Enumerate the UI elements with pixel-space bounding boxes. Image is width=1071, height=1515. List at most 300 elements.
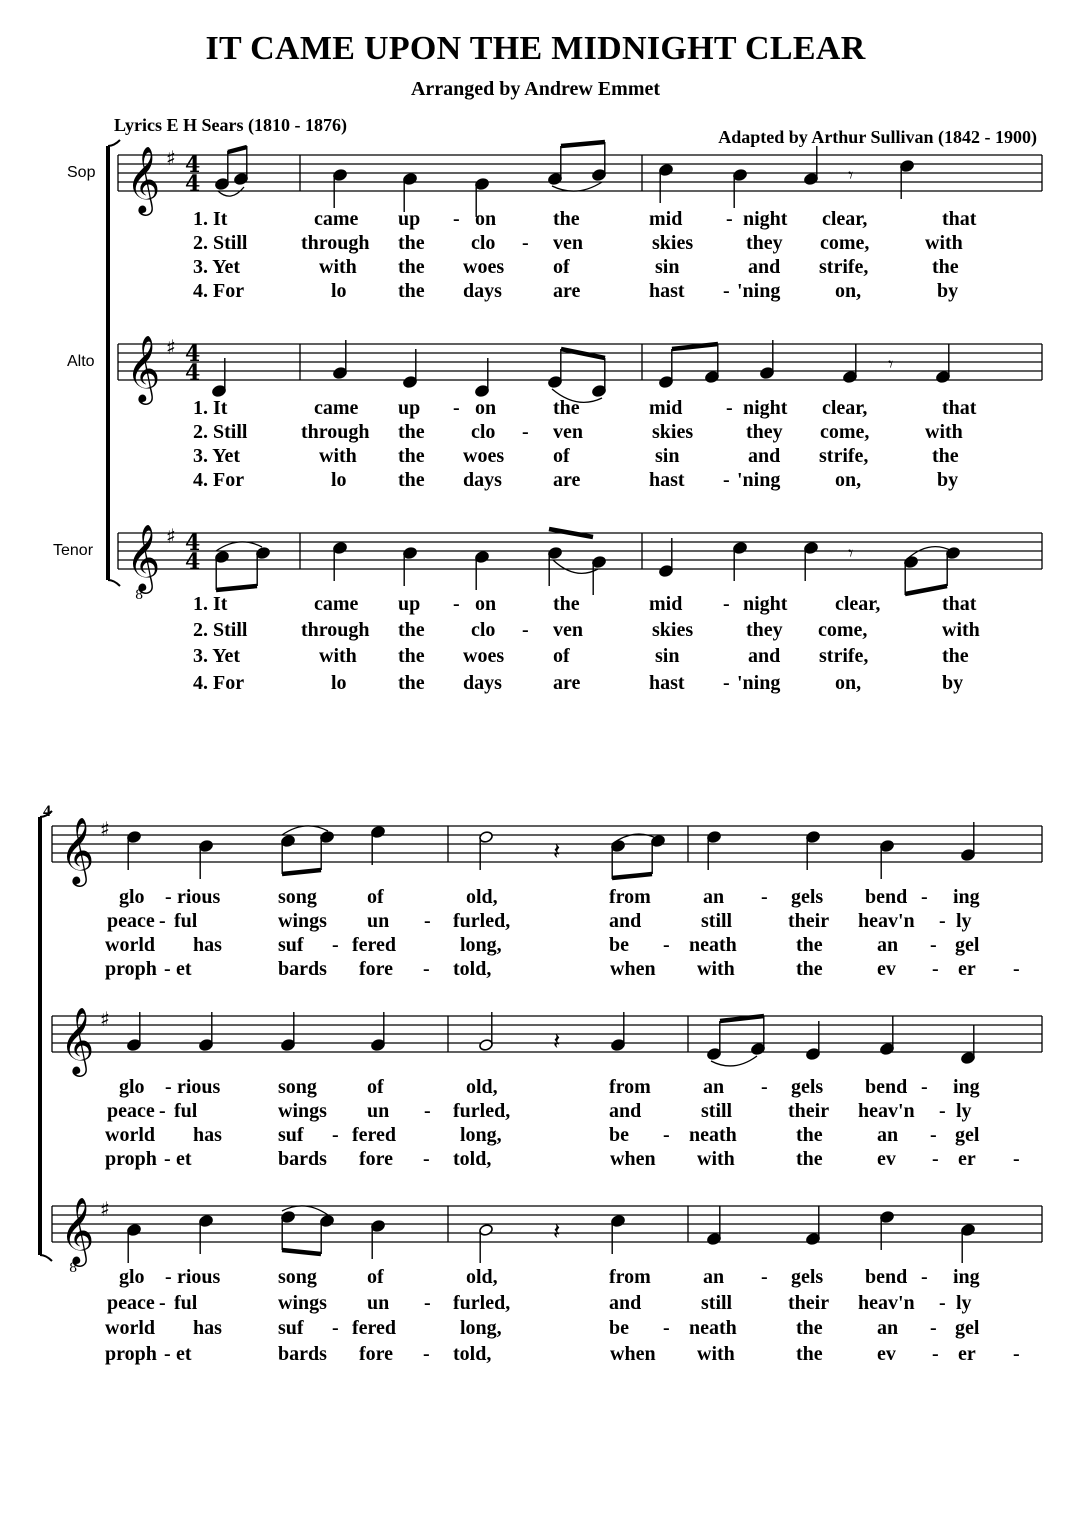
slur xyxy=(282,826,328,835)
lyric-syllable: - xyxy=(921,1266,928,1288)
lyric-syllable: 3. Yet xyxy=(193,256,241,278)
lyric-syllable: wings xyxy=(278,1100,327,1122)
lyric-syllable: lo xyxy=(331,672,347,694)
lyric-syllable: suf xyxy=(278,1124,304,1146)
lyric-syllable: - xyxy=(522,421,529,443)
lyric-syllable: proph xyxy=(105,1148,157,1170)
lyric-syllable: clo xyxy=(471,619,496,641)
lyric-syllable: - xyxy=(165,1076,172,1098)
lyric-syllable: mid xyxy=(649,208,683,230)
lyric-syllable: they xyxy=(746,619,783,641)
lyric-syllable: old, xyxy=(466,886,498,908)
note-beam xyxy=(672,344,718,349)
lyric-syllable: - xyxy=(165,886,172,908)
slur xyxy=(553,560,598,573)
lyric-syllable: 2. Still xyxy=(193,232,248,254)
lyric-syllable: skies xyxy=(652,421,694,443)
lyric-syllable: woes xyxy=(463,645,505,667)
lyric-syllable: ful xyxy=(174,1292,198,1314)
lyric-syllable: of xyxy=(367,886,384,908)
lyric-syllable: fered xyxy=(352,1124,397,1146)
lyric-syllable: - xyxy=(761,1076,768,1098)
lyric-syllable: - xyxy=(663,1124,670,1146)
lyric-syllable: on, xyxy=(835,672,862,694)
lyric-syllable: fore xyxy=(359,1343,394,1365)
lyric-syllable: gel xyxy=(955,1124,980,1146)
time-signature-denominator: 4 xyxy=(185,171,201,197)
lyric-syllable: world xyxy=(105,1317,155,1339)
time-signature-denominator: 4 xyxy=(185,360,201,386)
lyric-syllable: be xyxy=(609,934,629,956)
lyric-syllable: hast xyxy=(649,280,685,302)
lyric-syllable: from xyxy=(609,886,651,908)
lyric-syllable: furled, xyxy=(453,1292,511,1314)
lyric-syllable: come, xyxy=(820,421,870,443)
lyric-syllable: with xyxy=(942,619,980,641)
lyric-syllable: up xyxy=(398,208,421,230)
lyric-syllable: told, xyxy=(453,1343,492,1365)
lyric-syllable: gel xyxy=(955,934,980,956)
lyric-syllable: and xyxy=(748,445,781,467)
lyric-syllable: er xyxy=(958,958,976,980)
lyric-syllable: furled, xyxy=(453,1100,511,1122)
lyric-syllable: world xyxy=(105,934,155,956)
lyric-syllable: lo xyxy=(331,280,347,302)
treble-clef: 𝄞 xyxy=(126,145,161,213)
lyric-syllable: night xyxy=(743,593,788,615)
lyric-syllable: - xyxy=(932,1148,939,1170)
lyric-syllable: ing xyxy=(953,886,980,908)
treble-clef: 𝄞 xyxy=(60,816,95,884)
lyric-syllable: song xyxy=(278,1266,317,1288)
lyric-syllable: - xyxy=(723,280,730,302)
lyric-syllable: 2. Still xyxy=(193,619,248,641)
lyric-syllable: bards xyxy=(278,1148,327,1170)
lyric-syllable: 'ning xyxy=(737,469,781,491)
note-beam xyxy=(216,586,257,590)
lyric-syllable: the xyxy=(398,421,425,443)
lyric-syllable: days xyxy=(463,280,502,302)
lyric-syllable: - xyxy=(930,934,937,956)
lyric-syllable: ev xyxy=(877,958,896,980)
lyric-syllable: by xyxy=(942,672,964,694)
lyric-syllable: ing xyxy=(953,1266,980,1288)
eighth-rest: 𝄾 xyxy=(888,352,894,376)
lyric-syllable: told, xyxy=(453,1148,492,1170)
lyric-syllable: gels xyxy=(791,1076,824,1098)
lyric-syllable: up xyxy=(398,593,421,615)
lyric-syllable: - xyxy=(165,1266,172,1288)
lyric-syllable: strife, xyxy=(819,256,869,278)
lyric-syllable: - xyxy=(424,1292,431,1314)
lyric-syllable: - xyxy=(164,1343,171,1365)
lyric-syllable: that xyxy=(942,208,977,230)
lyric-syllable: the xyxy=(796,934,823,956)
lyric-syllable: et xyxy=(176,958,192,980)
lyric-syllable: ly xyxy=(956,1100,972,1122)
lyric-syllable: the xyxy=(398,672,425,694)
lyric-syllable: un xyxy=(367,1292,390,1314)
lyric-syllable: ven xyxy=(553,619,583,641)
lyric-syllable: gels xyxy=(791,1266,824,1288)
lyric-syllable: the xyxy=(942,645,969,667)
lyric-syllable: - xyxy=(522,619,529,641)
note-beam xyxy=(905,586,947,594)
lyric-syllable: rious xyxy=(177,886,221,908)
lyric-syllable: their xyxy=(788,1292,830,1314)
lyric-syllable: 4. For xyxy=(193,672,245,694)
lyric-syllable: come, xyxy=(818,619,868,641)
lyric-syllable: the xyxy=(553,208,580,230)
lyric-syllable: of xyxy=(553,256,570,278)
lyric-syllable: that xyxy=(942,397,977,419)
lyric-syllable: wings xyxy=(278,1292,327,1314)
lyric-syllable: et xyxy=(176,1148,192,1170)
lyric-syllable: - xyxy=(932,1343,939,1365)
quarter-rest: 𝄽 xyxy=(553,837,561,865)
lyric-syllable: - xyxy=(453,593,460,615)
note-beam xyxy=(612,874,652,878)
lyric-syllable: has xyxy=(193,1317,222,1339)
lyric-syllable: neath xyxy=(689,934,737,956)
lyric-syllable: world xyxy=(105,1124,155,1146)
treble-clef: 𝄞 xyxy=(126,334,161,402)
treble-clef: 𝄞 xyxy=(126,523,161,591)
lyric-syllable: through xyxy=(301,421,370,443)
lyric-syllable: peace xyxy=(107,910,155,932)
lyric-syllable: bend xyxy=(865,1266,908,1288)
lyric-syllable: hast xyxy=(649,469,685,491)
lyric-syllable: fered xyxy=(352,934,397,956)
lyric-syllable: strife, xyxy=(819,645,869,667)
lyric-syllable: - xyxy=(423,1148,430,1170)
lyric-syllable: glo xyxy=(119,886,145,908)
note-beam xyxy=(282,1250,321,1254)
lyric-syllable: proph xyxy=(105,1343,157,1365)
lyric-syllable: the xyxy=(932,256,959,278)
lyric-syllable: and xyxy=(609,910,642,932)
lyric-syllable: - xyxy=(723,672,730,694)
lyric-syllable: - xyxy=(930,1317,937,1339)
lyric-syllable: - xyxy=(332,1124,339,1146)
lyric-syllable: mid xyxy=(649,397,683,419)
lyric-syllable: the xyxy=(398,445,425,467)
lyric-syllable: 2. Still xyxy=(193,421,248,443)
lyric-syllable: the xyxy=(796,1148,823,1170)
lyric-syllable: through xyxy=(301,232,370,254)
lyric-syllable: the xyxy=(553,397,580,419)
lyric-syllable: 3. Yet xyxy=(193,645,241,667)
lyric-syllable: came xyxy=(314,593,359,615)
lyric-syllable: be xyxy=(609,1124,629,1146)
lyric-syllable: ful xyxy=(174,910,198,932)
lyric-syllable: an xyxy=(877,934,899,956)
lyric-syllable: ven xyxy=(553,421,583,443)
lyric-syllable: the xyxy=(398,619,425,641)
lyric-syllable: woes xyxy=(463,445,505,467)
lyric-syllable: woes xyxy=(463,256,505,278)
tenor-octave-marker: 8 xyxy=(135,588,144,603)
lyric-syllable: heav'n xyxy=(858,910,915,932)
lyric-syllable: sin xyxy=(655,645,680,667)
lyric-syllable: from xyxy=(609,1266,651,1288)
lyric-syllable: - xyxy=(159,910,166,932)
lyric-syllable: er xyxy=(958,1148,976,1170)
lyric-syllable: strife, xyxy=(819,445,869,467)
lyric-syllable: et xyxy=(176,1343,192,1365)
lyric-syllable: ev xyxy=(877,1343,896,1365)
lyric-syllable: - xyxy=(1013,1343,1020,1365)
lyric-syllable: glo xyxy=(119,1266,145,1288)
lyric-syllable: skies xyxy=(652,619,694,641)
lyric-syllable: song xyxy=(278,1076,317,1098)
lyric-syllable: 1. It xyxy=(193,593,228,615)
lyric-syllable: still xyxy=(701,1100,733,1122)
time-signature-numerator: 4 xyxy=(185,530,201,556)
lyric-syllable: furled, xyxy=(453,910,511,932)
eighth-rest: 𝄾 xyxy=(848,541,854,565)
note-beam xyxy=(720,1016,764,1021)
key-signature-sharp: ♯ xyxy=(166,335,176,359)
lyric-syllable: with xyxy=(319,445,357,467)
lyric-syllable: gels xyxy=(791,886,824,908)
lyric-syllable: - xyxy=(939,910,946,932)
lyric-syllable: on, xyxy=(835,469,862,491)
lyric-syllable: they xyxy=(746,232,783,254)
lyric-syllable: bend xyxy=(865,886,908,908)
lyric-syllable: - xyxy=(332,934,339,956)
key-signature-sharp: ♯ xyxy=(100,1007,110,1031)
lyric-syllable: and xyxy=(748,645,781,667)
lyric-syllable: bend xyxy=(865,1076,908,1098)
score-title: IT CAME UPON THE MIDNIGHT CLEAR xyxy=(205,30,866,67)
lyric-syllable: the xyxy=(796,1343,823,1365)
treble-clef: 𝄞 xyxy=(60,1196,95,1264)
lyric-syllable: the xyxy=(398,645,425,667)
lyric-syllable: 1. It xyxy=(193,208,228,230)
lyric-syllable: on xyxy=(475,593,497,615)
lyric-syllable: of xyxy=(553,445,570,467)
composer-credit: Adapted by Arthur Sullivan (1842 - 1900) xyxy=(718,127,1037,147)
lyric-syllable: peace xyxy=(107,1100,155,1122)
lyric-syllable: neath xyxy=(689,1124,737,1146)
lyric-syllable: ven xyxy=(553,232,583,254)
lyricist-credit: Lyrics E H Sears (1810 - 1876) xyxy=(114,115,347,135)
lyric-syllable: clo xyxy=(471,421,496,443)
lyric-syllable: when xyxy=(610,958,656,980)
lyric-syllable: their xyxy=(788,910,830,932)
lyric-syllable: - xyxy=(726,397,733,419)
lyric-syllable: clo xyxy=(471,232,496,254)
lyric-syllable: told, xyxy=(453,958,492,980)
lyric-syllable: sin xyxy=(655,256,680,278)
lyric-syllable: fered xyxy=(352,1317,397,1339)
lyric-syllable: and xyxy=(609,1100,642,1122)
lyric-syllable: are xyxy=(553,672,581,694)
eighth-rest: 𝄾 xyxy=(848,163,854,187)
lyric-syllable: came xyxy=(314,397,359,419)
lyric-syllable: 3. Yet xyxy=(193,445,241,467)
key-signature-sharp: ♯ xyxy=(166,524,176,548)
lyric-syllable: when xyxy=(610,1148,656,1170)
lyric-syllable: ly xyxy=(956,910,972,932)
lyric-syllable: of xyxy=(553,645,570,667)
lyric-syllable: the xyxy=(796,1317,823,1339)
lyric-syllable: they xyxy=(746,421,783,443)
lyric-syllable: came xyxy=(314,208,359,230)
voice-label-tenor: Tenor xyxy=(53,542,94,559)
lyric-syllable: - xyxy=(761,886,768,908)
lyric-syllable: bards xyxy=(278,958,327,980)
time-signature-numerator: 4 xyxy=(185,341,201,367)
lyric-syllable: un xyxy=(367,1100,390,1122)
note-beam xyxy=(561,142,605,146)
lyric-syllable: neath xyxy=(689,1317,737,1339)
lyric-syllable: clear, xyxy=(835,593,881,615)
voice-label-soprano: Sop xyxy=(67,164,96,181)
lyric-syllable: - xyxy=(164,1148,171,1170)
lyric-syllable: heav'n xyxy=(858,1100,915,1122)
lyric-syllable: gel xyxy=(955,1317,980,1339)
key-signature-sharp: ♯ xyxy=(100,817,110,841)
quarter-rest: 𝄽 xyxy=(553,1027,561,1055)
lyric-syllable: with xyxy=(319,256,357,278)
lyric-syllable: the xyxy=(398,280,425,302)
lyric-syllable: un xyxy=(367,910,390,932)
lyric-syllable: from xyxy=(609,1076,651,1098)
lyric-syllable: clear, xyxy=(822,208,868,230)
bracket-bottom xyxy=(40,1255,52,1261)
lyric-syllable: night xyxy=(743,397,788,419)
lyric-syllable: - xyxy=(159,1292,166,1314)
lyric-syllable: - xyxy=(164,958,171,980)
slur xyxy=(552,182,602,191)
lyric-syllable: with xyxy=(925,232,963,254)
lyric-syllable: with xyxy=(697,1343,735,1365)
lyric-syllable: sin xyxy=(655,445,680,467)
lyric-syllable: - xyxy=(453,208,460,230)
lyric-syllable: are xyxy=(553,280,581,302)
quarter-rest: 𝄽 xyxy=(553,1217,561,1245)
lyric-syllable: of xyxy=(367,1076,384,1098)
lyric-syllable: still xyxy=(701,1292,733,1314)
lyric-syllable: song xyxy=(278,886,317,908)
bracket-top xyxy=(40,811,52,817)
lyric-syllable: the xyxy=(553,593,580,615)
lyric-syllable: - xyxy=(932,958,939,980)
lyric-syllable: on xyxy=(475,397,497,419)
arranger-credit: Arranged by Andrew Emmet xyxy=(410,78,661,100)
lyric-syllable: with xyxy=(319,645,357,667)
lyric-syllable: - xyxy=(1013,958,1020,980)
key-signature-sharp: ♯ xyxy=(166,146,176,170)
lyric-syllable: the xyxy=(796,958,823,980)
lyric-syllable: days xyxy=(463,672,502,694)
lyric-syllable: suf xyxy=(278,934,304,956)
lyric-syllable: an xyxy=(877,1317,899,1339)
lyric-syllable: 1. It xyxy=(193,397,228,419)
lyric-syllable: an xyxy=(877,1124,899,1146)
lyric-syllable: on, xyxy=(835,280,862,302)
lyric-syllable: old, xyxy=(466,1076,498,1098)
time-signature-denominator: 4 xyxy=(185,549,201,575)
lyric-syllable: - xyxy=(930,1124,937,1146)
lyric-syllable: has xyxy=(193,934,222,956)
lyric-syllable: by xyxy=(937,280,959,302)
lyric-syllable: - xyxy=(424,910,431,932)
lyric-syllable: rious xyxy=(177,1266,221,1288)
lyric-syllable: - xyxy=(159,1100,166,1122)
lyric-syllable: long, xyxy=(460,1317,502,1339)
lyric-syllable: long, xyxy=(460,1124,502,1146)
note-beam xyxy=(282,870,321,874)
lyric-syllable: - xyxy=(723,593,730,615)
lyric-syllable: fore xyxy=(359,1148,394,1170)
lyric-syllable: - xyxy=(423,1343,430,1365)
bracket-top xyxy=(108,140,120,146)
lyric-syllable: hast xyxy=(649,672,685,694)
lyric-syllable: wings xyxy=(278,910,327,932)
lyric-syllable: on xyxy=(475,208,497,230)
lyric-syllable: 'ning xyxy=(737,672,781,694)
key-signature-sharp: ♯ xyxy=(100,1197,110,1221)
lyric-syllable: still xyxy=(701,910,733,932)
lyric-syllable: through xyxy=(301,619,370,641)
lyric-syllable: of xyxy=(367,1266,384,1288)
lyric-syllable: are xyxy=(553,469,581,491)
lyric-syllable: the xyxy=(398,469,425,491)
lyric-syllable: skies xyxy=(652,232,694,254)
lyric-syllable: proph xyxy=(105,958,157,980)
lyric-syllable: the xyxy=(796,1124,823,1146)
voice-label-alto: Alto xyxy=(67,353,95,370)
lyric-syllable: - xyxy=(939,1100,946,1122)
lyric-syllable: ev xyxy=(877,1148,896,1170)
lyric-syllable: when xyxy=(610,1343,656,1365)
lyric-syllable: with xyxy=(697,958,735,980)
lyric-syllable: 4. For xyxy=(193,280,245,302)
treble-clef: 𝄞 xyxy=(60,1006,95,1074)
lyric-syllable: - xyxy=(522,232,529,254)
lyric-syllable: - xyxy=(424,1100,431,1122)
lyric-syllable: - xyxy=(921,1076,928,1098)
lyric-syllable: the xyxy=(932,445,959,467)
lyric-syllable: rious xyxy=(177,1076,221,1098)
lyric-syllable: with xyxy=(697,1148,735,1170)
lyric-syllable: night xyxy=(743,208,788,230)
lyric-syllable: - xyxy=(663,934,670,956)
time-signature-numerator: 4 xyxy=(185,152,201,178)
lyric-syllable: 'ning xyxy=(737,280,781,302)
lyric-syllable: an xyxy=(703,1266,725,1288)
slur xyxy=(216,542,262,551)
lyric-syllable: - xyxy=(663,1317,670,1339)
lyric-syllable: and xyxy=(609,1292,642,1314)
measure-number: 4 xyxy=(43,803,51,820)
lyric-syllable: an xyxy=(703,1076,725,1098)
lyric-syllable: - xyxy=(921,886,928,908)
lyric-syllable: peace xyxy=(107,1292,155,1314)
lyric-syllable: fore xyxy=(359,958,394,980)
lyric-syllable: heav'n xyxy=(858,1292,915,1314)
lyric-syllable: old, xyxy=(466,1266,498,1288)
lyric-syllable: ful xyxy=(174,1100,198,1122)
lyric-syllable: er xyxy=(958,1343,976,1365)
lyric-syllable: long, xyxy=(460,934,502,956)
lyric-syllable: ly xyxy=(956,1292,972,1314)
bracket-bottom xyxy=(108,580,120,586)
lyric-syllable: suf xyxy=(278,1317,304,1339)
